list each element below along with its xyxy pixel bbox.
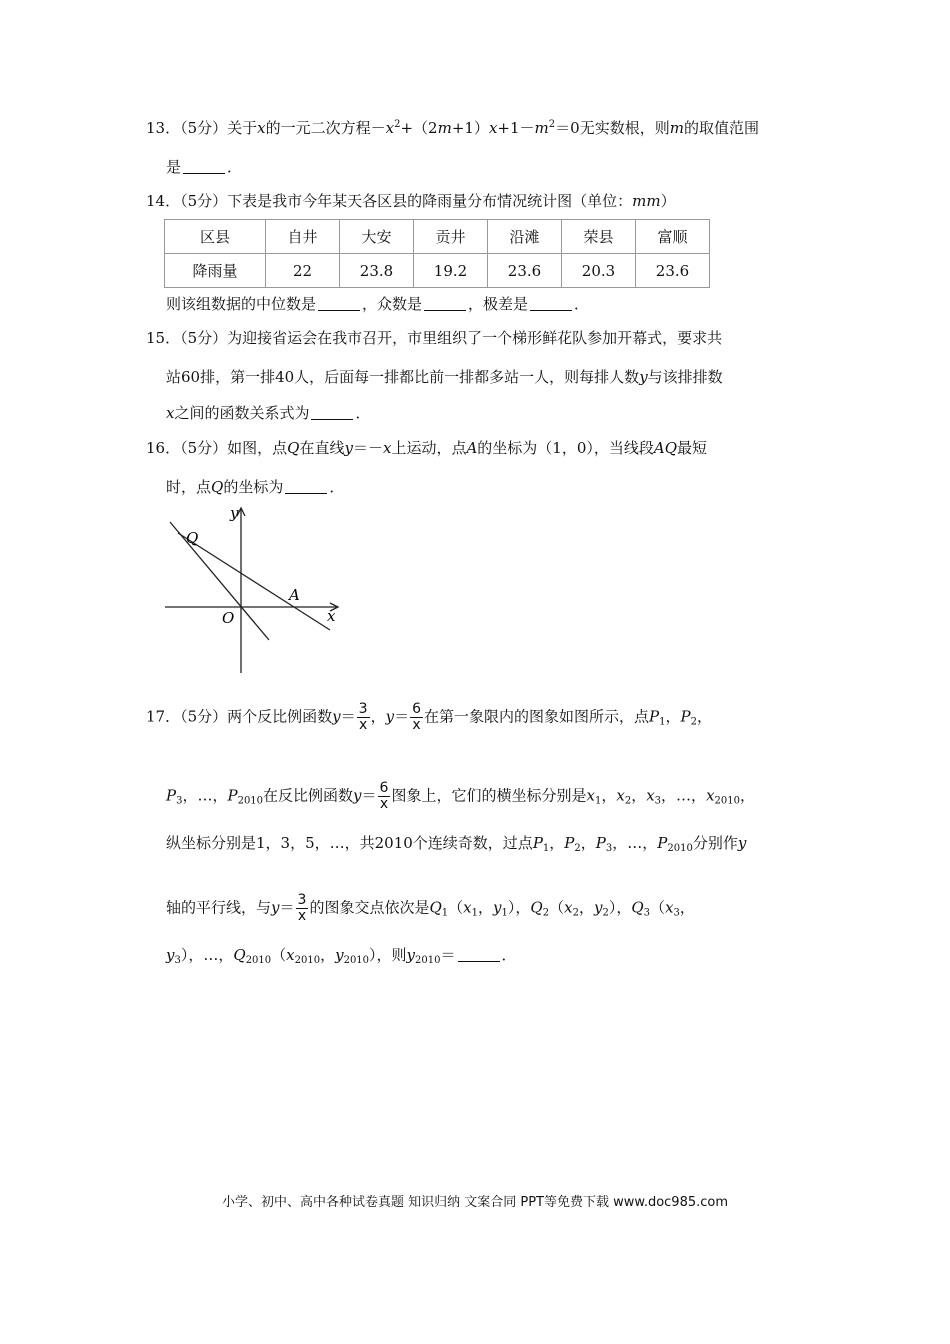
var-q: Q xyxy=(287,439,300,457)
q17-text: 图象上，它们的横坐标分别是 xyxy=(391,786,587,805)
var-y: y xyxy=(271,898,280,917)
q16-text: 时，点 xyxy=(166,478,212,496)
label-o: O xyxy=(222,609,235,627)
q17-text: 在第一象限内的图象如图所示，点 xyxy=(424,707,650,726)
denominator: x xyxy=(379,796,389,812)
denominator: x xyxy=(297,908,307,924)
fraction-3-over-x xyxy=(296,893,309,924)
var-y: y xyxy=(593,898,603,917)
table-cell: 23.6 xyxy=(636,254,710,288)
label-a: A xyxy=(289,586,300,604)
q17-text: 在反比例函数 xyxy=(263,786,354,805)
q17-line5 xyxy=(166,944,517,966)
var-x: x xyxy=(385,119,395,137)
subscript: 2 xyxy=(574,843,581,854)
answer-blank[interactable] xyxy=(285,479,327,494)
q17-text: ， xyxy=(679,898,695,917)
var-y: y xyxy=(344,439,353,457)
q17-line4 xyxy=(166,893,695,924)
subscript: 1 xyxy=(471,907,478,919)
table-cell: 大安 xyxy=(340,220,414,254)
q16-text: ＝－ xyxy=(352,439,383,457)
table-cell: 自井 xyxy=(266,220,340,254)
label-q: Q xyxy=(186,529,199,547)
q17-text: ， xyxy=(631,786,647,805)
q13-line1 xyxy=(146,117,759,139)
var-y: y xyxy=(493,898,502,917)
subscript: 2 xyxy=(690,716,697,728)
subscript: 2 xyxy=(572,907,579,919)
q17-line1 xyxy=(146,702,712,733)
table-cell: 19.2 xyxy=(414,254,488,288)
q15-text: 与该排排数 xyxy=(647,368,723,386)
q17-text: 轴的平行线，与 xyxy=(166,898,272,917)
q17-text: ＝ xyxy=(340,707,356,726)
q17-text: 的图象交点依次是 xyxy=(309,898,430,917)
fraction-6-over-x xyxy=(410,702,423,733)
subscript: 2 xyxy=(602,907,609,919)
subscript: 1 xyxy=(501,907,508,919)
q16-figure xyxy=(160,500,350,680)
q17-text: ， xyxy=(478,898,494,917)
answer-blank[interactable] xyxy=(424,296,466,311)
var-p: P xyxy=(680,707,691,726)
q17-text: （ xyxy=(549,898,565,917)
subscript: 2010 xyxy=(415,955,441,966)
var-p: P xyxy=(166,786,177,805)
var-q: Q xyxy=(530,898,543,917)
q16-text: ． xyxy=(329,478,345,496)
var-x: x xyxy=(463,898,472,917)
var-aq: AQ xyxy=(653,439,678,457)
var-x: x xyxy=(665,898,674,917)
q17-text: ， xyxy=(320,946,336,964)
q15-line3 xyxy=(166,402,371,424)
table-cell: 荣县 xyxy=(562,220,636,254)
subscript: 3 xyxy=(643,907,651,919)
subscript: 2010 xyxy=(667,843,693,854)
q17-text: ， xyxy=(665,707,681,726)
q17-text: ＝ xyxy=(440,946,456,964)
q13-text: 是 xyxy=(166,158,182,176)
q14-text: ，极差是 xyxy=(468,295,529,313)
superscript: 2 xyxy=(548,119,556,130)
var-p: P xyxy=(649,707,660,726)
subscript: 2 xyxy=(624,795,632,807)
table-cell: 23.8 xyxy=(340,254,414,288)
q17-text: ＝ xyxy=(394,707,410,726)
subscript: 2 xyxy=(542,907,550,919)
numerator: 6 xyxy=(412,701,421,717)
subscript: 1 xyxy=(542,843,550,854)
denominator: x xyxy=(412,717,421,733)
q17-text: 纵坐标分别是1，3，5，…，共2010个连续奇数，过点 xyxy=(166,834,533,852)
var-p: P xyxy=(227,786,238,805)
fraction-3-over-x xyxy=(357,702,370,733)
q17-text: 17．（5分）两个反比例函数 xyxy=(146,707,333,726)
q17-text: ， xyxy=(549,834,565,852)
var-x: x xyxy=(257,119,266,137)
subscript: 3 xyxy=(605,843,613,854)
var-q: Q xyxy=(631,898,644,917)
q17-text: ， xyxy=(616,898,632,917)
q17-text: （ xyxy=(650,898,666,917)
table-cell: 富顺 xyxy=(636,220,710,254)
q17-text: ， xyxy=(739,786,755,805)
numerator: 3 xyxy=(297,892,307,908)
q16-line1 xyxy=(146,437,707,459)
q13-prefix: 13．（5分）关于 xyxy=(146,119,258,137)
var-x: x xyxy=(706,786,715,805)
q13-line2 xyxy=(166,156,242,178)
q16-text: 上运动，点 xyxy=(391,439,467,457)
q17-text: ，…， xyxy=(661,786,707,805)
subscript: 1 xyxy=(594,795,602,807)
var-y: y xyxy=(737,834,747,852)
numerator: 3 xyxy=(358,701,368,717)
line-aq xyxy=(178,533,330,630)
table-cell: 贡井 xyxy=(414,220,488,254)
q16-text: 的坐标为（1，0），当线段 xyxy=(477,439,654,457)
q17-text: 分别作 xyxy=(692,834,738,852)
var-x: x xyxy=(382,439,392,457)
q17-text: ， xyxy=(370,707,386,726)
table-header-row xyxy=(165,220,710,254)
table-row xyxy=(165,254,710,288)
q17-text: ， xyxy=(696,707,712,726)
var-y: y xyxy=(332,707,341,726)
var-y: y xyxy=(385,707,395,726)
var-x: x xyxy=(646,786,655,805)
answer-blank[interactable] xyxy=(458,947,500,962)
q15-line1 xyxy=(146,327,722,349)
q17-text: ），…， xyxy=(180,946,234,964)
q16-text: 最短 xyxy=(677,439,708,457)
subscript: 3 xyxy=(176,795,183,807)
q15-text: 之间的函数关系式为 xyxy=(174,404,310,422)
q17-line2 xyxy=(166,781,755,812)
superscript: 2 xyxy=(394,119,401,130)
denominator: x xyxy=(358,717,368,733)
table-cell: 23.6 xyxy=(488,254,562,288)
q13-text: +（2 xyxy=(400,119,438,137)
q17-text: ， xyxy=(580,834,596,852)
var-x: x xyxy=(488,119,498,137)
fraction-6-over-x xyxy=(378,781,391,812)
q16-text: 16．（5分）如图，点 xyxy=(146,439,288,457)
q15-text: 15．（5分）为迎接省运会在我市召开，市里组织了一个梯形鲜花队参加开幕式，要求共 xyxy=(146,329,723,347)
subscript: 2010 xyxy=(237,795,264,807)
subscript: 2010 xyxy=(714,795,740,807)
label-x: x xyxy=(327,607,336,625)
q14-question xyxy=(166,293,589,315)
table-cell: 降雨量 xyxy=(165,254,266,288)
q16-text: 的坐标为 xyxy=(223,478,284,496)
q15-text: 站60排，第一排40人，后面每一排都比前一排都多站一人，则每排人数 xyxy=(166,368,640,386)
numerator: 6 xyxy=(379,780,389,796)
var-q: Q xyxy=(429,898,442,917)
q13-text: +1－ xyxy=(497,119,535,137)
subscript: 3 xyxy=(654,795,662,807)
var-q: Q xyxy=(233,946,246,964)
subscript: 2010 xyxy=(294,955,321,966)
table-cell: 区县 xyxy=(165,220,266,254)
q17-text: ，…， xyxy=(182,786,228,805)
q17-text: ，…， xyxy=(612,834,658,852)
var-a: A xyxy=(466,439,478,457)
var-m: m xyxy=(534,119,549,137)
var-x: x xyxy=(586,786,595,805)
var-p: P xyxy=(532,834,543,852)
var-y: y xyxy=(353,786,362,805)
q13-text: +1） xyxy=(451,119,489,137)
unit-mm: mm xyxy=(632,192,661,210)
table-cell: 22 xyxy=(266,254,340,288)
q17-text: ），则 xyxy=(369,946,407,964)
q16-text: 在直线 xyxy=(299,439,345,457)
answer-blank[interactable] xyxy=(183,159,225,174)
var-y: y xyxy=(166,946,175,964)
var-x: x xyxy=(286,946,295,964)
subscript: 3 xyxy=(673,907,680,919)
subscript: 1 xyxy=(659,716,666,728)
var-p: P xyxy=(657,834,668,852)
q17-text: （ xyxy=(448,898,464,917)
label-y: y xyxy=(230,504,239,522)
q17-line3 xyxy=(166,832,746,854)
var-m: m xyxy=(669,119,684,137)
q14-text: ，众数是 xyxy=(362,295,423,313)
q17-text: ， xyxy=(578,898,594,917)
page-footer: 小学、初中、高中各种试卷真题 知识归纳 文案合同 PPT等免费下载 www.doc985.com xyxy=(221,1195,729,1210)
q15-text: ． xyxy=(355,404,371,422)
subscript: 2010 xyxy=(343,955,370,966)
q15-line2 xyxy=(166,366,723,388)
var-m: m xyxy=(437,119,452,137)
var-x: x xyxy=(166,404,175,422)
q17-text: ． xyxy=(501,946,517,964)
table-cell: 沿滩 xyxy=(488,220,562,254)
q14-text: ． xyxy=(574,295,590,313)
q17-text: ＝ xyxy=(279,898,295,917)
q13-text: 的一元二次方程－ xyxy=(265,119,386,137)
answer-blank[interactable] xyxy=(318,296,360,311)
var-p: P xyxy=(595,834,606,852)
q17-text: ， xyxy=(601,786,617,805)
q17-text: ） xyxy=(507,898,516,917)
q13-text: 的取值范围 xyxy=(683,119,759,137)
q17-text: ） xyxy=(608,898,617,917)
var-x: x xyxy=(564,898,573,917)
answer-blank[interactable] xyxy=(311,405,353,420)
var-x: x xyxy=(616,786,625,805)
q13-text: ＝0无实数根，则 xyxy=(555,119,670,137)
rainfall-table xyxy=(164,219,710,288)
subscript: 3 xyxy=(174,955,181,966)
subscript: 2010 xyxy=(245,955,272,966)
q16-line2 xyxy=(166,476,344,498)
var-y: y xyxy=(335,946,344,964)
q14-text: 14．（5分）下表是我市今年某天各区县的降雨量分布情况统计图（单位： xyxy=(146,192,633,210)
q17-text: ＝ xyxy=(361,786,377,805)
q13-text: ． xyxy=(227,158,243,176)
var-y: y xyxy=(406,946,416,964)
q14-text: 则该组数据的中位数是 xyxy=(166,295,317,313)
var-p: P xyxy=(564,834,575,852)
q17-text: ， xyxy=(515,898,531,917)
q17-text: （ xyxy=(271,946,287,964)
subscript: 1 xyxy=(441,907,449,919)
table-cell: 20.3 xyxy=(562,254,636,288)
q14-line1 xyxy=(146,190,676,212)
answer-blank[interactable] xyxy=(530,296,572,311)
var-y: y xyxy=(639,368,648,386)
q14-text: ） xyxy=(660,192,676,210)
var-q: Q xyxy=(211,478,224,496)
